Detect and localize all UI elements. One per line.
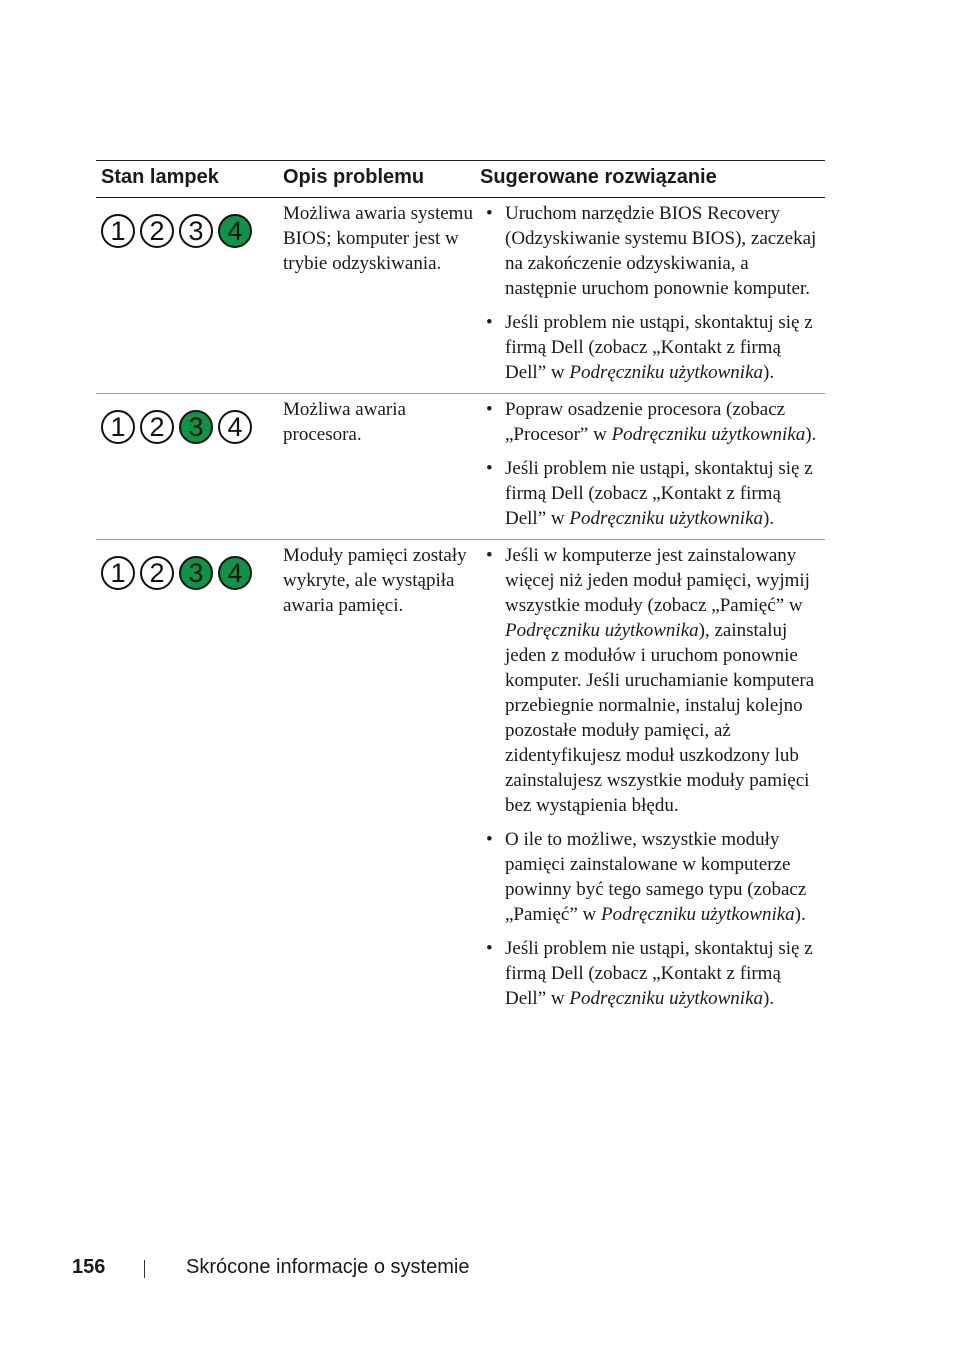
diagnostic-light-2-off: 2 — [140, 410, 174, 444]
diagnostic-light-3-on: 3 — [179, 410, 213, 444]
diagnostic-light-1-off: 1 — [101, 410, 135, 444]
header-lights: Stan lampek — [101, 166, 219, 188]
solution-text: ). — [763, 508, 775, 529]
solution-list — [484, 394, 825, 531]
solution-text: ). — [794, 904, 806, 925]
page-number: 156 — [72, 1256, 106, 1278]
table-header — [96, 161, 825, 198]
solution-bullet — [484, 201, 821, 301]
manual-reference: Podręczniku użytkownika — [569, 362, 764, 383]
solution-text: ). — [763, 988, 775, 1009]
problem-description: Możliwa awaria systemu BIOS; komputer jest w trybie odzyskiwania. — [283, 203, 473, 274]
table-row — [96, 394, 825, 540]
diagnostic-light-1-off: 1 — [101, 214, 135, 248]
diagnostic-light-3-on: 3 — [179, 556, 213, 590]
solution-bullet — [484, 310, 821, 385]
solution-list — [484, 198, 825, 385]
diagnostic-light-1-off: 1 — [101, 556, 135, 590]
diagnostic-light-4-on: 4 — [218, 556, 252, 590]
manual-reference: Podręczniku użytkownika — [569, 508, 764, 529]
solution-text: ), zainstaluj jeden z modułów i uruchom ponownie komputer. Jeśli uruchamianie komputera przebiegnie normalnie, instaluj kolejno pozostałe moduły pamięci, aż zidentyfikujesz moduł uszkodzony lub zainstalujesz wszystkie moduły pamięci bez wystąpienia błędu. — [505, 620, 815, 816]
diagnostic-lights-table — [96, 160, 825, 1019]
lamp-group — [101, 214, 252, 248]
solution-text: Jeśli problem nie ustąpi, skontaktuj się z firmą Dell (zobacz „Kontakt z firmą Dell” w — [505, 458, 813, 529]
table-row — [96, 198, 825, 394]
solution-text: ). — [805, 424, 817, 445]
manual-reference: Podręczniku użytkownika — [505, 620, 699, 641]
header-solution: Sugerowane rozwiązanie — [480, 166, 717, 188]
solution-bullet — [484, 543, 821, 818]
manual-reference: Podręczniku użytkownika — [569, 988, 764, 1009]
table-row — [96, 540, 825, 1011]
manual-reference: Podręczniku użytkownika — [611, 424, 806, 445]
solution-list — [484, 540, 825, 1011]
lamp-group — [101, 410, 252, 444]
solution-bullet — [484, 397, 821, 447]
diagnostic-light-4-on: 4 — [218, 214, 252, 248]
page-footer — [72, 1256, 872, 1286]
section-title: Skrócone informacje o systemie — [186, 1256, 470, 1278]
footer-separator — [144, 1260, 145, 1278]
solution-text: Uruchom narzędzie BIOS Recovery (Odzyskiwanie systemu BIOS), zaczekaj na zakończenie odzyskiwania, a następnie uruchom ponownie komputer. — [505, 203, 817, 299]
solution-bullet — [484, 827, 821, 927]
solution-text: Jeśli problem nie ustąpi, skontaktuj się z firmą Dell (zobacz „Kontakt z firmą Dell” w — [505, 312, 813, 383]
diagnostic-light-2-off: 2 — [140, 214, 174, 248]
problem-description: Moduły pamięci zostały wykryte, ale wystąpiła awaria pamięci. — [283, 545, 467, 616]
solution-text: Popraw osadzenie procesora (zobacz „Procesor” w — [505, 399, 786, 445]
solution-bullet — [484, 936, 821, 1011]
solution-text: ). — [763, 362, 775, 383]
problem-description: Możliwa awaria procesora. — [283, 399, 406, 445]
manual-reference: Podręczniku użytkownika — [601, 904, 795, 925]
solution-text: Jeśli problem nie ustąpi, skontaktuj się z firmą Dell (zobacz „Kontakt z firmą Dell” w — [505, 938, 813, 1009]
header-problem: Opis problemu — [283, 166, 425, 188]
solution-text: O ile to możliwe, wszystkie moduły pamięci zainstalowane w komputerze powinny być tego samego typu (zobacz „Pamięć” w — [505, 829, 807, 925]
diagnostic-light-2-off: 2 — [140, 556, 174, 590]
diagnostic-light-3-off: 3 — [179, 214, 213, 248]
lamp-group — [101, 556, 252, 590]
solution-bullet — [484, 456, 821, 531]
diagnostic-light-4-off: 4 — [218, 410, 252, 444]
solution-text: Jeśli w komputerze jest zainstalowany więcej niż jeden moduł pamięci, wyjmij wszystkie moduły (zobacz „Pamięć” w — [505, 545, 810, 616]
